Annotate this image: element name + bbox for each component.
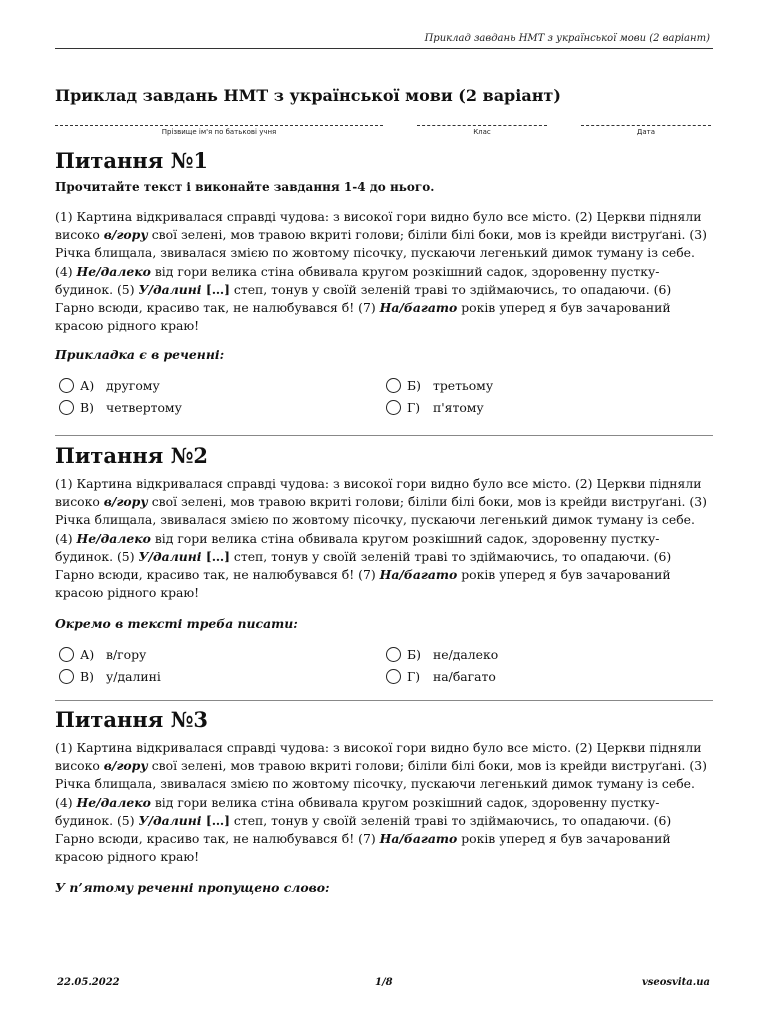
passage-segment: (1) Картина відкривалася справді чудова: з високої гори видно було все місто. (2) Церкви підняли високо bbox=[55, 476, 702, 510]
passage-text bbox=[55, 475, 713, 602]
question-divider bbox=[55, 700, 713, 701]
student-name-caption: Прізвище ім'я по батькові учня bbox=[161, 128, 277, 136]
question-heading: Питання №2 bbox=[55, 443, 209, 468]
passage-segment: степ, тонув у своїй зеленій траві то здіймаючись, то опадаючи. (6) Гарно всюди, красиво так, не налюбувався б! (7) bbox=[55, 548, 672, 583]
passage-text bbox=[55, 208, 713, 335]
option-b[interactable] bbox=[386, 378, 493, 393]
date-field[interactable] bbox=[581, 116, 711, 136]
option-letter: Г) bbox=[407, 669, 421, 685]
highlighted-word: Не/далеко bbox=[76, 263, 151, 279]
highlighted-word: У/далині bbox=[138, 281, 202, 297]
radio-circle-icon[interactable] bbox=[59, 378, 74, 393]
question-prompt: Прикладка є в реченні: bbox=[55, 347, 225, 363]
question-heading: Питання №3 bbox=[55, 707, 209, 732]
passage-segment: (1) Картина відкривалася справді чудова: з високої гори видно було все місто. (2) Церкви підняли високо bbox=[55, 740, 702, 774]
footer-page-number: 1/8 bbox=[375, 977, 393, 988]
date-caption: Дата bbox=[636, 128, 656, 136]
missing-word-gap: […] bbox=[205, 281, 230, 297]
option-letter: Б) bbox=[407, 378, 421, 394]
class-field[interactable] bbox=[417, 116, 547, 136]
option-a[interactable] bbox=[59, 378, 160, 393]
passage-segment: років уперед я був зачарований красою рідного краю! bbox=[55, 567, 671, 601]
student-name-field[interactable] bbox=[55, 116, 383, 136]
passage-segment: свої зелені, мов травою вкриті голови; біліли білі боки, мов із крейди виструґані. (3) Річка блищала, звивалася змією по жовтому пісочку, пускаючи легенький димок туману із себе. (4) bbox=[55, 494, 707, 546]
highlighted-word: в/гору bbox=[103, 494, 148, 510]
option-letter: А) bbox=[80, 378, 95, 394]
option-letter: В) bbox=[80, 669, 94, 685]
student-info-fields bbox=[55, 116, 713, 140]
option-text: четвертому bbox=[106, 400, 182, 416]
question-2 bbox=[55, 443, 713, 693]
option-text: на/багато bbox=[433, 669, 496, 685]
question-instruction: Прочитайте текст і виконайте завдання 1-4 до нього. bbox=[55, 180, 435, 194]
question-prompt: Окремо в тексті треба писати: bbox=[55, 616, 298, 632]
question-3 bbox=[55, 707, 713, 895]
passage-segment: років уперед я був зачарований красою рідного краю! bbox=[55, 300, 671, 334]
header-divider bbox=[55, 48, 713, 49]
passage-segment: степ, тонув у своїй зеленій траві то здіймаючись, то опадаючи. (6) Гарно всюди, красиво так, не налюбувався б! (7) bbox=[55, 812, 672, 847]
passage-text bbox=[55, 739, 713, 866]
class-caption: Клас bbox=[473, 128, 491, 136]
date-line[interactable] bbox=[581, 116, 711, 126]
option-text: не/далеко bbox=[433, 647, 499, 663]
option-letter: В) bbox=[80, 400, 94, 416]
option-text: третьому bbox=[433, 378, 494, 394]
missing-word-gap: […] bbox=[205, 548, 230, 564]
footer-date: 22.05.2022 bbox=[57, 977, 120, 988]
passage-segment: від гори велика стіна обвивала кругом розкішний садок, здоровенну пустку-будинок. (5) bbox=[55, 530, 660, 564]
passage-segment: від гори велика стіна обвивала кругом розкішний садок, здоровенну пустку-будинок. (5) bbox=[55, 794, 660, 828]
highlighted-word: в/гору bbox=[103, 758, 148, 774]
passage-segment: від гори велика стіна обвивала кругом розкішний садок, здоровенну пустку-будинок. (5) bbox=[55, 263, 660, 297]
option-text: п'ятому bbox=[433, 400, 484, 416]
option-text: другому bbox=[106, 378, 160, 394]
passage-segment: свої зелені, мов травою вкриті голови; біліли білі боки, мов із крейди виструґані. (3) Річка блищала, звивалася змією по жовтому пісочку, пускаючи легенький димок туману із себе. (4) bbox=[55, 758, 707, 810]
highlighted-word: На/багато bbox=[379, 831, 458, 847]
question-divider bbox=[55, 435, 713, 436]
footer-site[interactable]: vseosvita.ua bbox=[641, 977, 710, 988]
highlighted-word: На/багато bbox=[379, 300, 458, 316]
radio-circle-icon[interactable] bbox=[386, 647, 401, 662]
option-text: в/гору bbox=[106, 647, 147, 663]
student-name-line[interactable] bbox=[55, 116, 383, 126]
question-1 bbox=[55, 148, 713, 424]
option-d[interactable] bbox=[386, 400, 484, 415]
document-title: Приклад завдань НМТ з української мови (2 варіант) bbox=[55, 86, 561, 105]
option-letter: Б) bbox=[407, 647, 421, 663]
passage-segment: років уперед я був зачарований красою рідного краю! bbox=[55, 831, 671, 865]
option-b[interactable] bbox=[386, 647, 498, 662]
highlighted-word: в/гору bbox=[103, 227, 148, 243]
highlighted-word: Не/далеко bbox=[76, 530, 151, 546]
missing-word-gap: […] bbox=[205, 812, 230, 828]
class-line[interactable] bbox=[417, 116, 547, 126]
option-letter: Г) bbox=[407, 400, 421, 416]
option-c[interactable] bbox=[59, 669, 161, 684]
option-d[interactable] bbox=[386, 669, 496, 684]
radio-circle-icon[interactable] bbox=[386, 669, 401, 684]
radio-circle-icon[interactable] bbox=[386, 400, 401, 415]
passage-segment: (1) Картина відкривалася справді чудова: з високої гори видно було все місто. (2) Церкви підняли високо bbox=[55, 209, 702, 243]
highlighted-word: У/далині bbox=[138, 548, 202, 564]
highlighted-word: У/далині bbox=[138, 812, 202, 828]
radio-circle-icon[interactable] bbox=[59, 647, 74, 662]
passage-segment: степ, тонув у своїй зеленій траві то здіймаючись, то опадаючи. (6) Гарно всюди, красиво так, не налюбувався б! (7) bbox=[55, 281, 672, 316]
option-letter: А) bbox=[80, 647, 95, 663]
radio-circle-icon[interactable] bbox=[59, 400, 74, 415]
radio-circle-icon[interactable] bbox=[59, 669, 74, 684]
answer-options bbox=[55, 647, 713, 693]
highlighted-word: Не/далеко bbox=[76, 794, 151, 810]
option-a[interactable] bbox=[59, 647, 146, 662]
option-text: у/далині bbox=[106, 669, 161, 685]
option-c[interactable] bbox=[59, 400, 182, 415]
question-heading: Питання №1 bbox=[55, 148, 209, 173]
question-prompt: У п’ятому реченні пропущено слово: bbox=[55, 880, 330, 896]
running-header: Приклад завдань НМТ з української мови (2 варіант) bbox=[424, 33, 710, 44]
radio-circle-icon[interactable] bbox=[386, 378, 401, 393]
answer-options bbox=[55, 378, 713, 424]
highlighted-word: На/багато bbox=[379, 567, 458, 583]
passage-segment: свої зелені, мов травою вкриті голови; біліли білі боки, мов із крейди виструґані. (3) Річка блищала, звивалася змією по жовтому пісочку, пускаючи легенький димок туману із себе. (4) bbox=[55, 227, 707, 279]
